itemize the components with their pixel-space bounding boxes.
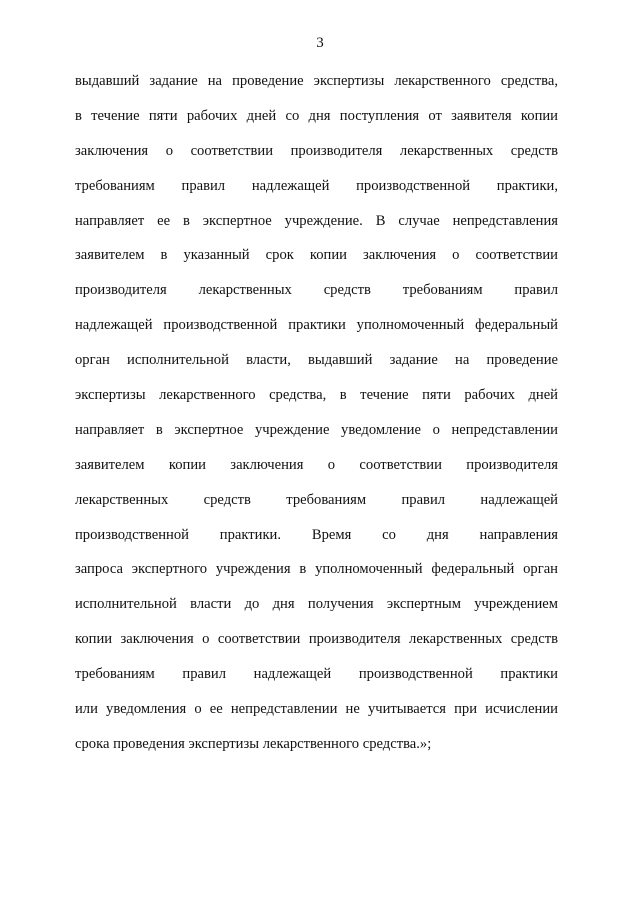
- page-number: 3: [316, 35, 324, 51]
- text-line: лекарственных средств требованиям правил надлежащей: [75, 491, 558, 508]
- text-line: требованиям правил надлежащей производственной практики: [75, 666, 558, 683]
- text-line: или уведомления о ее непредставлении не учитывается при исчислении: [75, 701, 558, 718]
- text-line: заключения о соответствии производителя лекарственных средств: [75, 142, 558, 159]
- text-line: надлежащей производственной практики уполномоченный федеральный: [75, 317, 558, 334]
- text-line: выдавший задание на проведение экспертизы лекарственного средства,: [75, 73, 558, 89]
- text-line: направляет в экспертное учреждение уведомление о непредставлении: [75, 421, 558, 438]
- text-line: требованиям правил надлежащей производственной практики,: [75, 177, 558, 194]
- text-line: исполнительной власти до дня получения экспертным учреждением: [75, 596, 558, 613]
- text-line: в течение пяти рабочих дней со дня поступления от заявителя копии: [75, 107, 558, 124]
- text-line: запроса экспертного учреждения в уполномоченный федеральный орган: [75, 561, 558, 578]
- body-paragraph: [75, 71, 558, 769]
- text-line: заявителем копии заключения о соответствии производителя: [75, 456, 558, 473]
- text-line: орган исполнительной власти, выдавший задание на проведение: [75, 352, 558, 369]
- text-line: копии заключения о соответствии производителя лекарственных средств: [75, 631, 558, 648]
- text-line: экспертизы лекарственного средства, в течение пяти рабочих дней: [75, 387, 558, 404]
- text-line-last: срока проведения экспертизы лекарственного средства.»;: [75, 735, 432, 752]
- text-line: заявителем в указанный срок копии заключения о соответствии: [75, 247, 558, 264]
- text-line: производственной практики. Время со дня направления: [75, 526, 558, 543]
- text-line: производителя лекарственных средств требованиям правил: [75, 282, 558, 299]
- text-line: направляет ее в экспертное учреждение. В случае непредставления: [75, 212, 558, 229]
